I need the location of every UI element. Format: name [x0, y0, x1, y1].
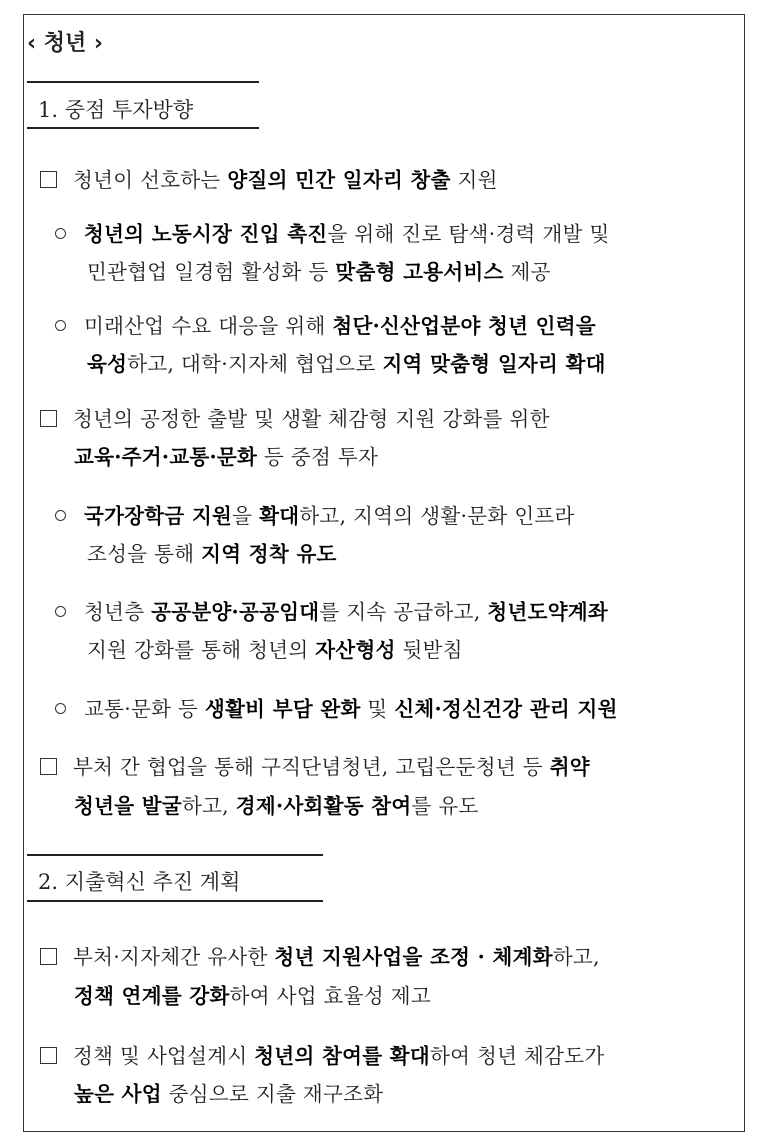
- checkbox-bullet-icon: [40, 948, 57, 965]
- item-line: [74, 979, 431, 1009]
- body-text: 정책 및 사업설계시: [73, 1044, 255, 1068]
- section1-rule-bottom: [27, 127, 259, 129]
- body-text: 을: [232, 504, 260, 528]
- section2-heading: 2. 지출혁신 추진 계획: [38, 870, 241, 894]
- item-line: [40, 163, 498, 193]
- emphasis-text: 청년도약계좌: [487, 600, 609, 624]
- body-text: 교통·문화 등: [84, 697, 205, 721]
- item-line: [87, 633, 463, 663]
- checkbox-bullet-icon: [40, 171, 57, 188]
- body-text: 제공: [503, 260, 551, 284]
- emphasis-text: 지역 맞춤형 일자리 확대: [382, 352, 606, 376]
- circle-bullet-icon: [55, 606, 66, 617]
- item-line: [40, 940, 600, 970]
- body-text: 중심으로 지출 재구조화: [161, 1082, 384, 1106]
- body-text: 뒷받침: [395, 638, 463, 662]
- checkbox-bullet-icon: [40, 1047, 57, 1064]
- body-text: 청년의 공정한 출발 및 생활 체감형 지원 강화를 위한: [73, 407, 550, 431]
- body-text: 를 지속 공급하고,: [319, 600, 488, 624]
- body-text: 미래산업 수요 대응을 위해: [84, 314, 333, 338]
- section1-rule-top: [27, 81, 259, 83]
- body-text: 하고, 대학·지자체 협업으로: [127, 352, 383, 376]
- body-text: 및: [360, 697, 395, 721]
- circle-bullet-icon: [55, 510, 66, 521]
- emphasis-text: 청년을 발굴: [74, 794, 182, 818]
- emphasis-text: 교육·주거·교통·문화: [74, 445, 258, 469]
- emphasis-text: 청년 지원사업을 조정 · 체계화: [274, 945, 553, 969]
- item-line: [74, 789, 479, 819]
- circle-bullet-icon: [55, 228, 66, 239]
- item-line: [87, 537, 337, 567]
- body-text: 하여 청년 체감도가: [429, 1044, 605, 1068]
- item-line: [55, 692, 618, 722]
- emphasis-text: 경제·사회활동 참여: [235, 794, 412, 818]
- item-line: [55, 217, 610, 247]
- body-text: 지원 강화를 통해 청년의: [87, 638, 316, 662]
- emphasis-text: 지역 정착 유도: [201, 542, 337, 566]
- emphasis-text: 생활비 부담 완화: [204, 697, 361, 721]
- body-text: 하여 사업 효율성 제고: [229, 984, 431, 1008]
- circle-bullet-icon: [55, 320, 66, 331]
- section1-heading: 1. 중점 투자방향: [38, 98, 194, 122]
- body-text: 청년층: [84, 600, 152, 624]
- body-text: 민관협업 일경험 활성화 등: [87, 260, 336, 284]
- body-text: 하고,: [552, 945, 600, 969]
- item-line: [74, 1077, 383, 1107]
- item-line: [55, 595, 608, 625]
- body-text: 등 중점 투자: [257, 445, 379, 469]
- emphasis-text: 청년의 참여를 확대: [254, 1044, 430, 1068]
- section2-rule-bottom: [27, 900, 323, 902]
- emphasis-text: 양질의 민간 일자리 창출: [227, 168, 451, 192]
- emphasis-text: 확대: [259, 504, 300, 528]
- item-line: [40, 402, 550, 432]
- page-title: ‹ 청년 ›: [27, 31, 103, 56]
- emphasis-text: 국가장학금 지원: [84, 504, 233, 528]
- emphasis-text: 육성: [87, 352, 128, 376]
- item-line: [87, 347, 606, 377]
- section2-rule-top: [27, 854, 323, 856]
- item-line: [40, 1039, 604, 1069]
- body-text: 부처 간 협업을 통해 구직단념청년, 고립은둔청년 등: [73, 755, 550, 779]
- emphasis-text: 청년의 노동시장 진입 촉진: [84, 222, 328, 246]
- emphasis-text: 맞춤형 고용서비스: [335, 260, 504, 284]
- body-text: 하고, 지역의 생활·문화 인프라: [299, 504, 575, 528]
- body-text: 조성을 통해: [87, 542, 202, 566]
- emphasis-text: 신체·정신건강 관리 지원: [394, 697, 618, 721]
- checkbox-bullet-icon: [40, 410, 57, 427]
- emphasis-text: 자산형성: [315, 638, 396, 662]
- body-text: 청년이 선호하는: [73, 168, 228, 192]
- emphasis-text: 첨단·신산업분야 청년 인력을: [332, 314, 596, 338]
- emphasis-text: 공공분양·공공임대: [151, 600, 320, 624]
- checkbox-bullet-icon: [40, 758, 57, 775]
- item-line: [87, 255, 551, 285]
- body-text: 지원: [450, 168, 498, 192]
- item-line: [55, 309, 596, 339]
- emphasis-text: 취약: [549, 755, 590, 779]
- circle-bullet-icon: [55, 703, 66, 714]
- item-line: [74, 440, 378, 470]
- body-text: 를 유도: [411, 794, 479, 818]
- item-line: [40, 750, 590, 780]
- emphasis-text: 높은 사업: [74, 1082, 162, 1106]
- emphasis-text: 정책 연계를 강화: [74, 984, 230, 1008]
- body-text: 을 위해 진로 탐색·경력 개발 및: [327, 222, 610, 246]
- item-line: [55, 499, 575, 529]
- body-text: 하고,: [181, 794, 236, 818]
- body-text: 부처·지자체간 유사한: [73, 945, 275, 969]
